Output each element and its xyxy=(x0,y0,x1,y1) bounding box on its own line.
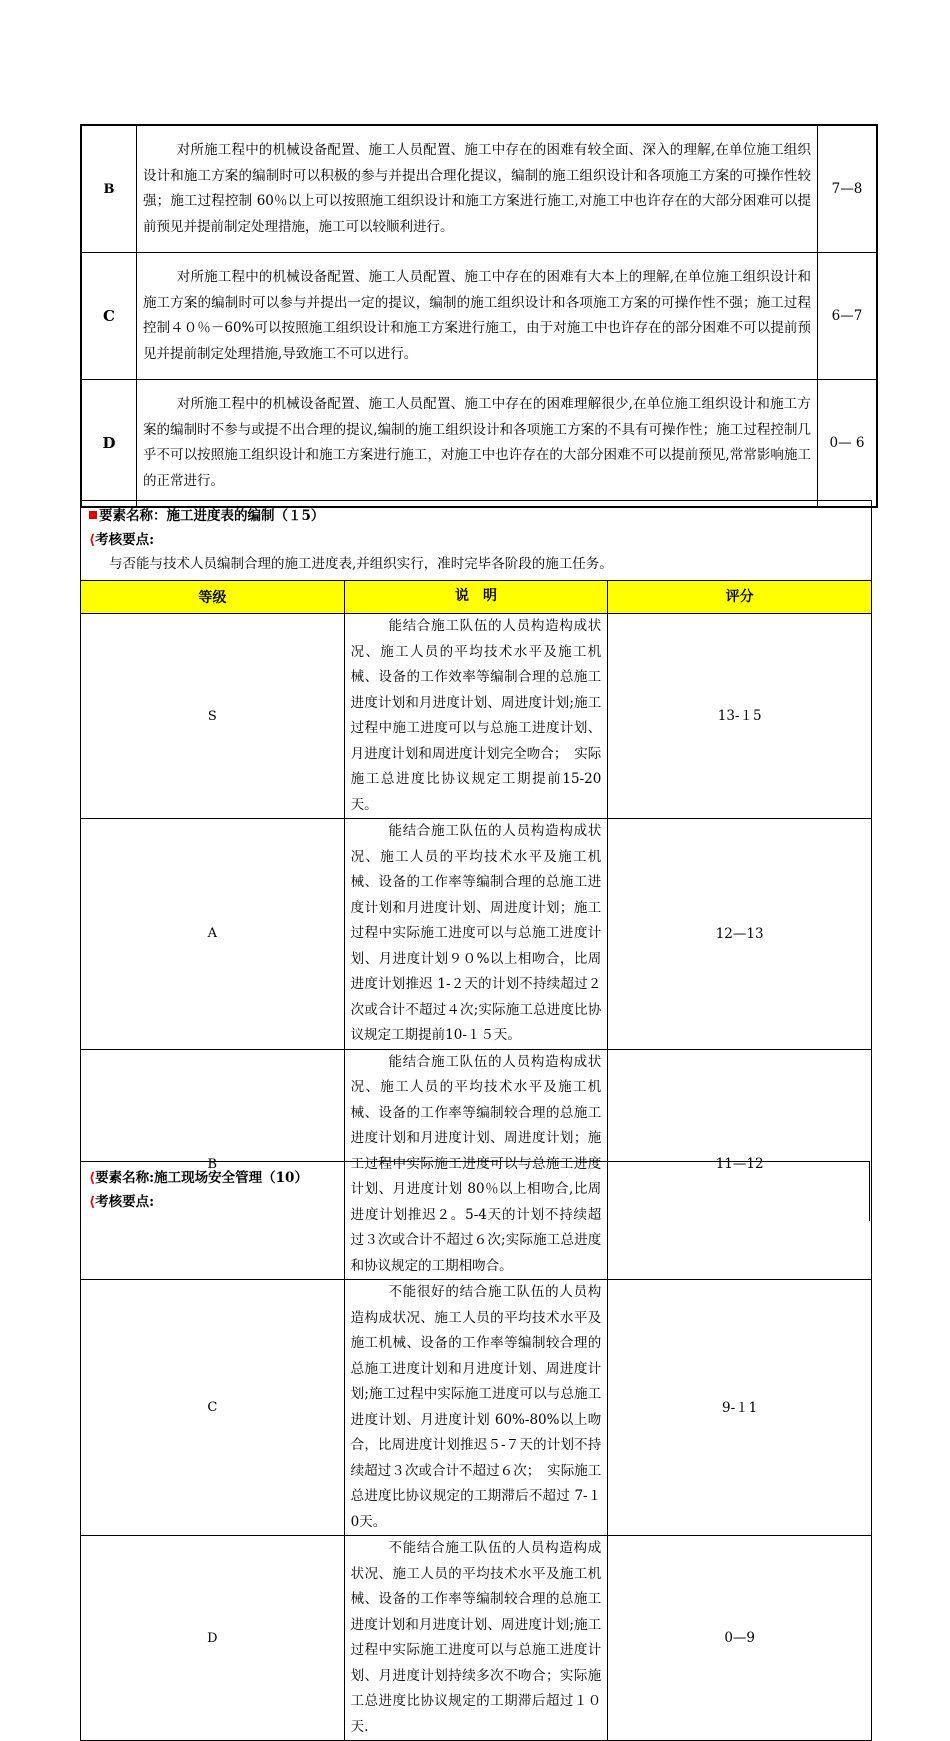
description-column-header: 说 明 xyxy=(344,581,608,614)
grade-table-2 xyxy=(80,500,872,1741)
grade-cell: S xyxy=(81,614,345,819)
bracket-mark-icon: ⟨ xyxy=(89,532,96,548)
table-row xyxy=(81,380,877,508)
key-points-label: 考核要点: xyxy=(95,1194,155,1210)
score-cell: 7—8 xyxy=(818,125,878,253)
score-cell: 6—7 xyxy=(818,253,878,380)
bracket-mark-icon: ⟨ xyxy=(89,1194,96,1210)
score-cell: 0—9 xyxy=(608,1536,872,1741)
table-row xyxy=(81,614,872,819)
score-cell: 13-１5 xyxy=(608,614,872,819)
score-cell: 0— 6 xyxy=(818,380,878,508)
key-points-line xyxy=(89,528,865,552)
element-name-line xyxy=(89,504,865,528)
grade-cell: C xyxy=(81,253,137,380)
key-points-label: 考核要点: xyxy=(95,532,155,548)
description-cell: 不能很好的结合施工队伍的人员构造构成状况、施工人员的平均技术水平及施工机械、设备的工作率等编制较合理的总施工进度计划和月进度计划、周进度计划;施工过程中实际施工进度可以与总施工进度计划、月进度计划 60%-80%以上吻合，比周进度计划推迟５-７天的计划不持续超过３次或合计不超过６次； 实际施工总进度比协议规定的工期滞后不超过 7-１0天。 xyxy=(344,1280,608,1536)
table-row xyxy=(81,1536,872,1741)
description-cell: 对所施工程中的机械设备配置、施工人员配置、施工中存在的困难理解很少,在单位施工组织设计和施工方案的编制时不参与或提不出合理的提议,编制的施工组织设计和各项施工方案的不具有可操作性；施工过程控制几乎不可以按照施工组织设计和施工方案进行施工，对施工中也许存在的大部分困难不可以提前预见,常常影响施工的正常进行。 xyxy=(137,380,818,508)
element-name: 要素名称:施工现场安全管理（10） xyxy=(95,1170,308,1186)
table-row xyxy=(81,253,877,380)
score-cell: 9-１1 xyxy=(608,1280,872,1536)
grade-column-header: 等级 xyxy=(81,581,345,614)
section-header xyxy=(81,501,872,581)
grade-table-1 xyxy=(80,124,878,508)
element-name-line xyxy=(89,1166,869,1190)
score-cell: 11—12 xyxy=(608,1049,872,1280)
grade-cell: A xyxy=(81,819,345,1050)
description-cell: 能结合施工队伍的人员构造构成状况、施工人员的平均技术水平及施工机械、设备的工作效率等编制合理的总施工进度计划和月进度计划、周进度计划;施工过程中施工进度可以与总施工进度计划、月进度计划和周进度计划完全吻合； 实际施工总进度比协议规定工期提前15-20天。 xyxy=(344,614,608,819)
element-name: 要素名称：施工进度表的编制（１5） xyxy=(99,508,325,524)
section-header-row xyxy=(81,501,872,581)
description-cell: 对所施工程中的机械设备配置、施工人员配置、施工中存在的困难有较全面、深入的理解,在单位施工组织设计和施工方案的编制时可以积极的参与并提出合理化提议，编制的施工组织设计和各项施工方案的可操作性较强；施工过程控制 60％以上可以按照施工组织设计和施工方案进行施工,对施工中也许存在的大部分困难可以提前预见并提前制定处理措施，施工可以较顺利进行。 xyxy=(137,125,818,253)
key-points-line xyxy=(89,1190,869,1214)
table-row xyxy=(81,125,877,253)
description-cell: 对所施工程中的机械设备配置、施工人员配置、施工中存在的困难有大本上的理解,在单位施工组织设计和施工方案的编制时可以参与并提出一定的提议，编制的施工组织设计和各项施工方案的可操作性不强；施工过程控制４０％－60%可以按照施工组织设计和施工方案进行施工，由于对施工中也许存在的部分困难不可以提前预见并提前制定处理措施,导致施工不可以进行。 xyxy=(137,253,818,380)
grade-cell: C xyxy=(81,1280,345,1536)
description-cell: 能结合施工队伍的人员构造构成状况、施工人员的平均技术水平及施工机械、设备的工作率等编制较合理的总施工进度计划和月进度计划、周进度计划；施工过程中实际施工进度可以与总施工进度计划、月进度计划 80％以上相吻合,比周进度计划推迟２。5-4天的计划不持续超过３次或合计不超过６次;实际施工总进度和协议规定的工期相吻合。 xyxy=(344,1049,608,1280)
grade-cell: D xyxy=(81,380,137,508)
description-cell: 能结合施工队伍的人员构造构成状况、施工人员的平均技术水平及施工机械、设备的工作率等编制合理的总施工进度计划和月进度计划、周进度计划；施工过程中实际施工进度可以与总施工进度计划、月进度计划９０%以上相吻合，比周进度计划推迟 1-２天的计划不持续超过２次或合计不超过４次;实际施工总进度比协议规定工期提前10-１５天。 xyxy=(344,819,608,1050)
key-points-text: 与否能与技术人员编制合理的施工进度表,并组织实行，准时完毕各阶段的施工任务。 xyxy=(109,556,613,572)
column-header-row xyxy=(81,581,872,614)
section-header-safety xyxy=(80,1161,870,1221)
table-row xyxy=(81,1280,872,1536)
score-column-header: 评分 xyxy=(608,581,872,614)
description-cell: 不能结合施工队伍的人员构造构成状况、施工人员的平均技术水平及施工机械、设备的工作率等编制较合理的总施工进度计划和月进度计划、周进度计划;施工过程中实际施工进度可以与总施工进度计划、月进度计划持续多次不吻合；实际施工总进度比协议规定的工期滞后超过１０天. xyxy=(344,1536,608,1741)
score-cell: 12—13 xyxy=(608,819,872,1050)
bracket-mark-icon: ⟨ xyxy=(89,1170,96,1186)
grade-cell: B xyxy=(81,1049,345,1280)
table-row xyxy=(81,819,872,1050)
red-square-bullet-icon xyxy=(89,511,97,519)
grade-cell: B xyxy=(81,125,137,253)
grade-cell: D xyxy=(81,1536,345,1741)
